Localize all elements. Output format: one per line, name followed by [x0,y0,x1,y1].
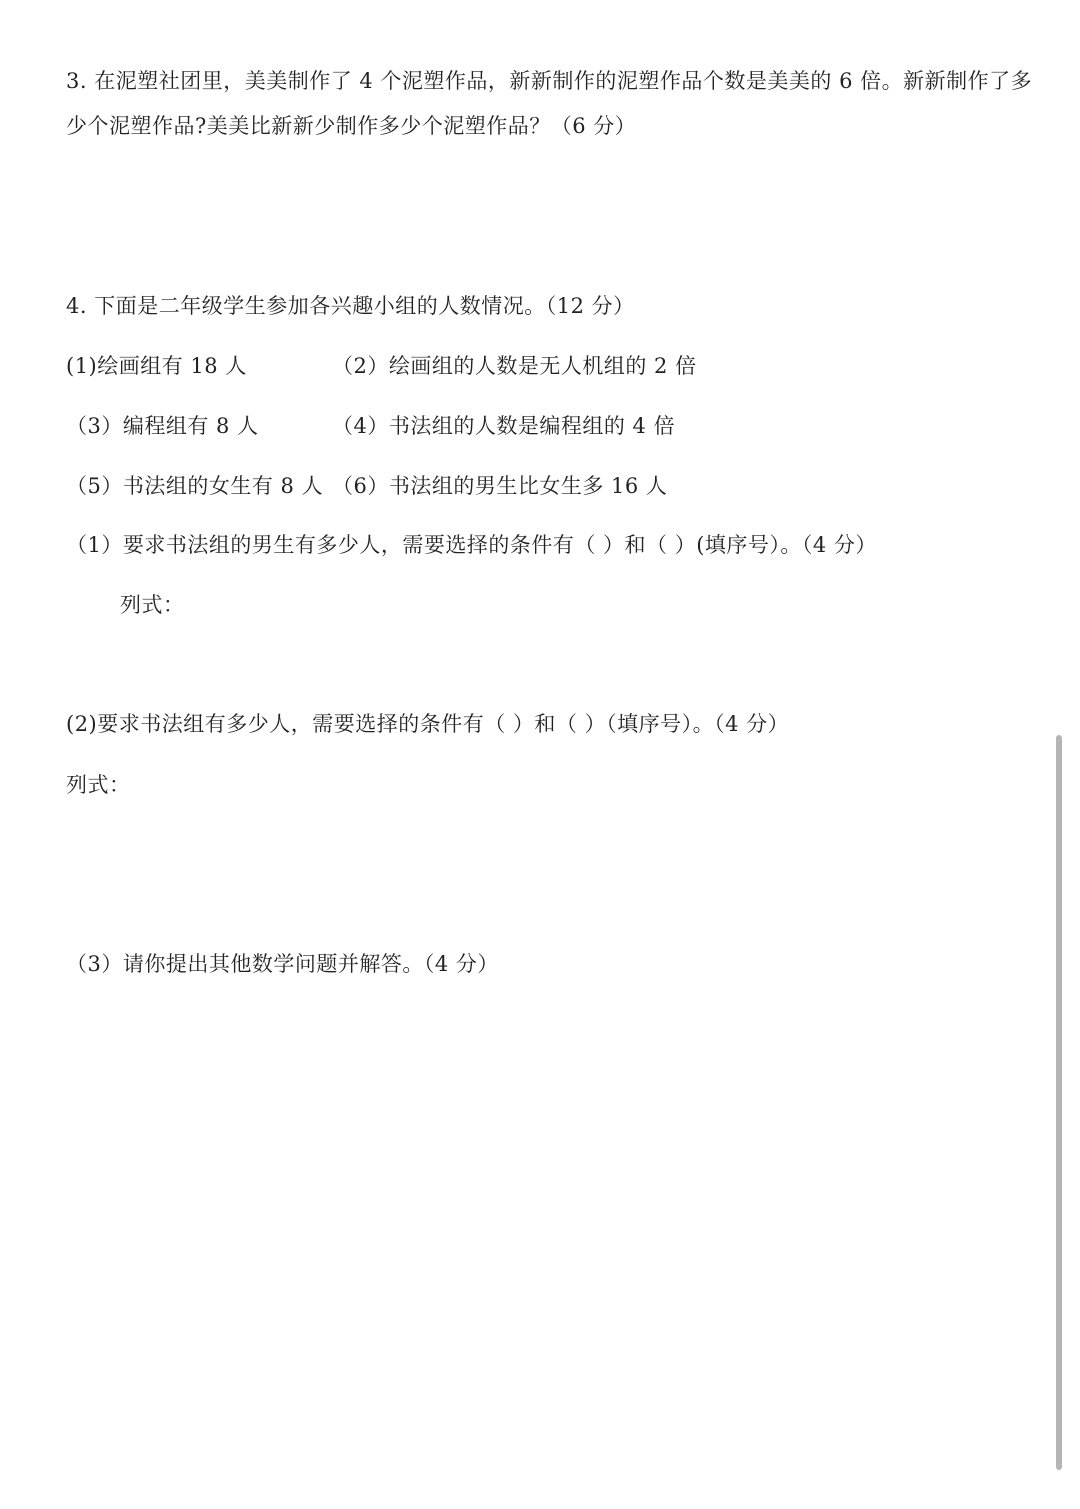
q4-title: 4. 下面是二年级学生参加各兴趣小组的人数情况。（12 分） [66,294,635,318]
q4-sub-question-2-formula-label: 列式： [66,773,131,797]
q4-condition-4: （4）书法组的人数是编程组的 4 倍 [332,414,676,438]
q4-condition-1: (1)绘画组有 18 人 [66,354,247,378]
q4-condition-3: （3）编程组有 8 人 [66,414,259,438]
q4-sub-question-3: （3）请你提出其他数学问题并解答。（4 分） [66,952,499,976]
q3-text-line-1: 3. 在泥塑社团里，美美制作了 4 个泥塑作品，新新制作的泥塑作品个数是美美的 6 倍。新新制作了多 [66,69,1033,93]
vertical-scrollbar[interactable] [1062,0,1072,1509]
q4-condition-2: （2）绘画组的人数是无人机组的 2 倍 [332,354,697,378]
q4-condition-6: （6）书法组的男生比女生多 16 人 [332,474,668,498]
q3-text-line-2: 少个泥塑作品?美美比新新少制作多少个泥塑作品？（6 分） [66,114,637,138]
q4-sub-question-1: （1）要求书法组的男生有多少人，需要选择的条件有（ ）和（ ）(填序号）。（4 分） [66,533,877,557]
q4-sub-question-2: (2)要求书法组有多少人，需要选择的条件有（ ）和（ ）（填序号）。（4 分） [66,712,790,736]
scrollbar-thumb[interactable] [1056,735,1062,1470]
q4-sub-question-1-formula-label: 列式： [120,593,185,617]
q4-condition-5: （5）书法组的女生有 8 人 [66,474,324,498]
